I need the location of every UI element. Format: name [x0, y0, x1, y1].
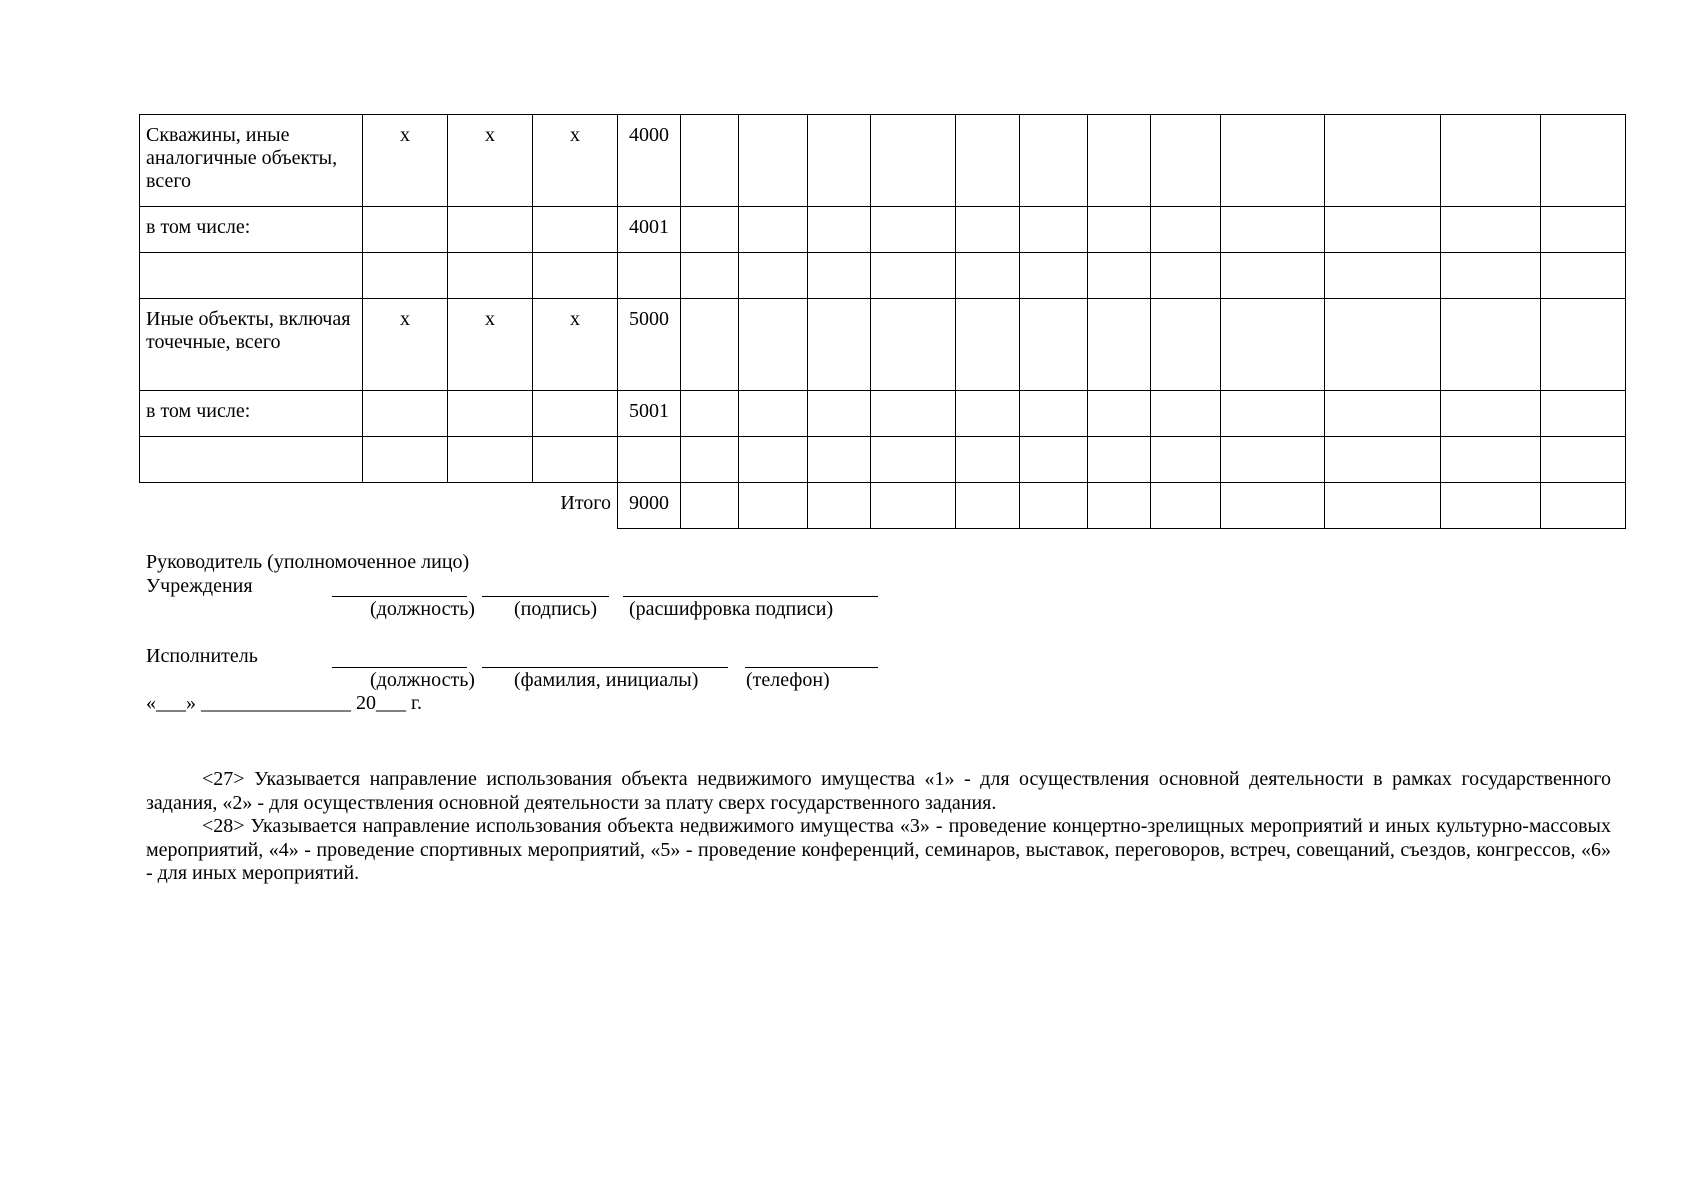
- value-cell[interactable]: [1441, 391, 1541, 437]
- value-cell[interactable]: [1441, 253, 1541, 299]
- footnotes: [146, 768, 1611, 886]
- value-cell[interactable]: [1541, 437, 1626, 483]
- total-value-cell[interactable]: [1151, 483, 1221, 529]
- direction-2-cell: [448, 207, 533, 253]
- value-cell[interactable]: [681, 207, 739, 253]
- value-cell[interactable]: [1151, 437, 1221, 483]
- value-cell[interactable]: [871, 299, 956, 391]
- direction-1-cell: [363, 391, 448, 437]
- direction-3-cell: [533, 253, 618, 299]
- total-value-cell[interactable]: [1441, 483, 1541, 529]
- object-name-cell: [140, 253, 363, 299]
- direction-3-cell: [533, 391, 618, 437]
- value-cell[interactable]: [1325, 299, 1441, 391]
- value-cell[interactable]: [739, 115, 808, 207]
- value-cell[interactable]: [808, 299, 871, 391]
- institution-label: Учреждения: [146, 575, 253, 597]
- value-cell[interactable]: [681, 437, 739, 483]
- value-cell[interactable]: [1151, 299, 1221, 391]
- direction-1-cell: х: [363, 299, 448, 391]
- value-cell[interactable]: [808, 391, 871, 437]
- value-cell[interactable]: [739, 299, 808, 391]
- value-cell[interactable]: [739, 437, 808, 483]
- total-value-cell[interactable]: [681, 483, 739, 529]
- table-row: [140, 437, 1626, 483]
- total-value-cell[interactable]: [739, 483, 808, 529]
- value-cell[interactable]: [1088, 253, 1151, 299]
- exec-caption-phone: (телефон): [746, 669, 830, 691]
- value-cell[interactable]: [1020, 299, 1088, 391]
- value-cell[interactable]: [808, 253, 871, 299]
- value-cell[interactable]: [871, 391, 956, 437]
- value-cell[interactable]: [1325, 253, 1441, 299]
- value-cell[interactable]: [739, 391, 808, 437]
- value-cell[interactable]: [1541, 207, 1626, 253]
- total-value-cell[interactable]: [1020, 483, 1088, 529]
- total-value-cell[interactable]: [956, 483, 1020, 529]
- value-cell[interactable]: [956, 299, 1020, 391]
- value-cell[interactable]: [1088, 437, 1151, 483]
- direction-1-cell: [363, 437, 448, 483]
- exec-name-line[interactable]: [482, 667, 728, 668]
- value-cell[interactable]: [1151, 207, 1221, 253]
- value-cell[interactable]: [1541, 299, 1626, 391]
- value-cell[interactable]: [1441, 207, 1541, 253]
- direction-2-cell: х: [448, 299, 533, 391]
- value-cell[interactable]: [739, 253, 808, 299]
- direction-2-cell: х: [448, 115, 533, 207]
- value-cell[interactable]: [871, 437, 956, 483]
- value-cell[interactable]: [681, 253, 739, 299]
- value-cell[interactable]: [1020, 115, 1088, 207]
- value-cell[interactable]: [1221, 253, 1325, 299]
- value-cell[interactable]: [956, 207, 1020, 253]
- value-cell[interactable]: [1325, 115, 1441, 207]
- direction-3-cell: [533, 207, 618, 253]
- object-name-cell: Иные объекты, включая точечные, всего: [140, 299, 363, 391]
- value-cell[interactable]: [1221, 115, 1325, 207]
- value-cell[interactable]: [1020, 391, 1088, 437]
- exec-position-line[interactable]: [332, 667, 467, 668]
- direction-3-cell: х: [533, 299, 618, 391]
- value-cell[interactable]: [808, 115, 871, 207]
- value-cell[interactable]: [808, 207, 871, 253]
- value-cell[interactable]: [1151, 115, 1221, 207]
- value-cell[interactable]: [1441, 437, 1541, 483]
- value-cell[interactable]: [956, 437, 1020, 483]
- direction-1-cell: [363, 253, 448, 299]
- line-code-cell: [618, 253, 681, 299]
- value-cell[interactable]: [871, 253, 956, 299]
- head-signature-line[interactable]: [482, 596, 609, 597]
- total-value-cell[interactable]: [808, 483, 871, 529]
- value-cell[interactable]: [1221, 207, 1325, 253]
- total-row: [140, 483, 1626, 529]
- line-code-cell: 4001: [618, 207, 681, 253]
- value-cell[interactable]: [1221, 391, 1325, 437]
- value-cell[interactable]: [1541, 115, 1626, 207]
- footnote-27: <27> Указывается направление использования объекта недвижимого имущества «1» - для осуществления основной деятельности в рамках государственного задания, «2» - для осуществления основной деятельности за плату сверх государственного задания.: [146, 768, 1611, 814]
- total-code-cell: 9000: [618, 483, 681, 529]
- head-title: Руководитель (уполномоченное лицо): [146, 551, 470, 573]
- head-caption-signature: (подпись): [514, 598, 598, 620]
- value-cell[interactable]: [1325, 391, 1441, 437]
- value-cell[interactable]: [1541, 253, 1626, 299]
- direction-1-cell: х: [363, 115, 448, 207]
- value-cell[interactable]: [808, 437, 871, 483]
- value-cell[interactable]: [1441, 299, 1541, 391]
- direction-3-cell: [533, 437, 618, 483]
- direction-2-cell: [448, 253, 533, 299]
- exec-phone-line[interactable]: [745, 667, 878, 668]
- value-cell[interactable]: [871, 115, 956, 207]
- value-cell[interactable]: [1151, 253, 1221, 299]
- value-cell[interactable]: [1088, 115, 1151, 207]
- line-code-cell: 5001: [618, 391, 681, 437]
- value-cell[interactable]: [956, 391, 1020, 437]
- direction-2-cell: [448, 437, 533, 483]
- exec-caption-position: (должность): [370, 669, 475, 691]
- exec-caption-name: (фамилия, инициалы): [514, 669, 699, 691]
- line-code-cell: [618, 437, 681, 483]
- object-name-cell: Скважины, иные аналогичные объекты, всего: [140, 115, 363, 207]
- value-cell[interactable]: [1221, 437, 1325, 483]
- table-row: [140, 207, 1626, 253]
- head-caption-decode: (расшифровка подписи): [629, 598, 834, 620]
- object-name-cell: [140, 437, 363, 483]
- table-row: [140, 253, 1626, 299]
- head-decode-line[interactable]: [623, 596, 878, 597]
- value-cell[interactable]: [739, 207, 808, 253]
- direction-3-cell: х: [533, 115, 618, 207]
- date-line: «___» _______________ 20___ г.: [146, 692, 422, 714]
- value-cell[interactable]: [1151, 391, 1221, 437]
- value-cell[interactable]: [871, 207, 956, 253]
- line-code-cell: 5000: [618, 299, 681, 391]
- object-name-cell: в том числе:: [140, 391, 363, 437]
- value-cell[interactable]: [681, 115, 739, 207]
- head-position-line[interactable]: [332, 596, 467, 597]
- value-cell[interactable]: [1088, 391, 1151, 437]
- value-cell[interactable]: [1088, 207, 1151, 253]
- footnote-28: <28> Указывается направление использования объекта недвижимого имущества «3» - проведение концертно-зрелищных мероприятий и иных культурно-массовых мероприятий, «4» - проведение спортивных мероприятий, «5» - проведение конференций, семинаров, выставок, переговоров, встреч, совещаний, съездов, конгрессов, «6» - для иных мероприятий.: [146, 815, 1611, 884]
- table-body: [140, 115, 1626, 529]
- value-cell[interactable]: [1221, 299, 1325, 391]
- value-cell[interactable]: [956, 253, 1020, 299]
- value-cell[interactable]: [1325, 437, 1441, 483]
- value-cell[interactable]: [681, 391, 739, 437]
- direction-2-cell: [448, 391, 533, 437]
- value-cell[interactable]: [681, 299, 739, 391]
- table-row: [140, 391, 1626, 437]
- table-row: [140, 299, 1626, 391]
- value-cell[interactable]: [1325, 207, 1441, 253]
- value-cell[interactable]: [1020, 253, 1088, 299]
- value-cell[interactable]: [1020, 207, 1088, 253]
- property-table: [139, 114, 1626, 529]
- direction-1-cell: [363, 207, 448, 253]
- object-name-cell: в том числе:: [140, 207, 363, 253]
- total-value-cell[interactable]: [1325, 483, 1441, 529]
- value-cell[interactable]: [1020, 437, 1088, 483]
- value-cell[interactable]: [956, 115, 1020, 207]
- value-cell[interactable]: [1088, 299, 1151, 391]
- total-label: Итого: [140, 483, 618, 529]
- table-row: [140, 115, 1626, 207]
- value-cell[interactable]: [1441, 115, 1541, 207]
- head-caption-position: (должность): [370, 598, 475, 620]
- total-value-cell[interactable]: [1541, 483, 1626, 529]
- executor-label: Исполнитель: [146, 645, 258, 667]
- total-value-cell[interactable]: [1088, 483, 1151, 529]
- total-value-cell[interactable]: [871, 483, 956, 529]
- line-code-cell: 4000: [618, 115, 681, 207]
- value-cell[interactable]: [1541, 391, 1626, 437]
- total-value-cell[interactable]: [1221, 483, 1325, 529]
